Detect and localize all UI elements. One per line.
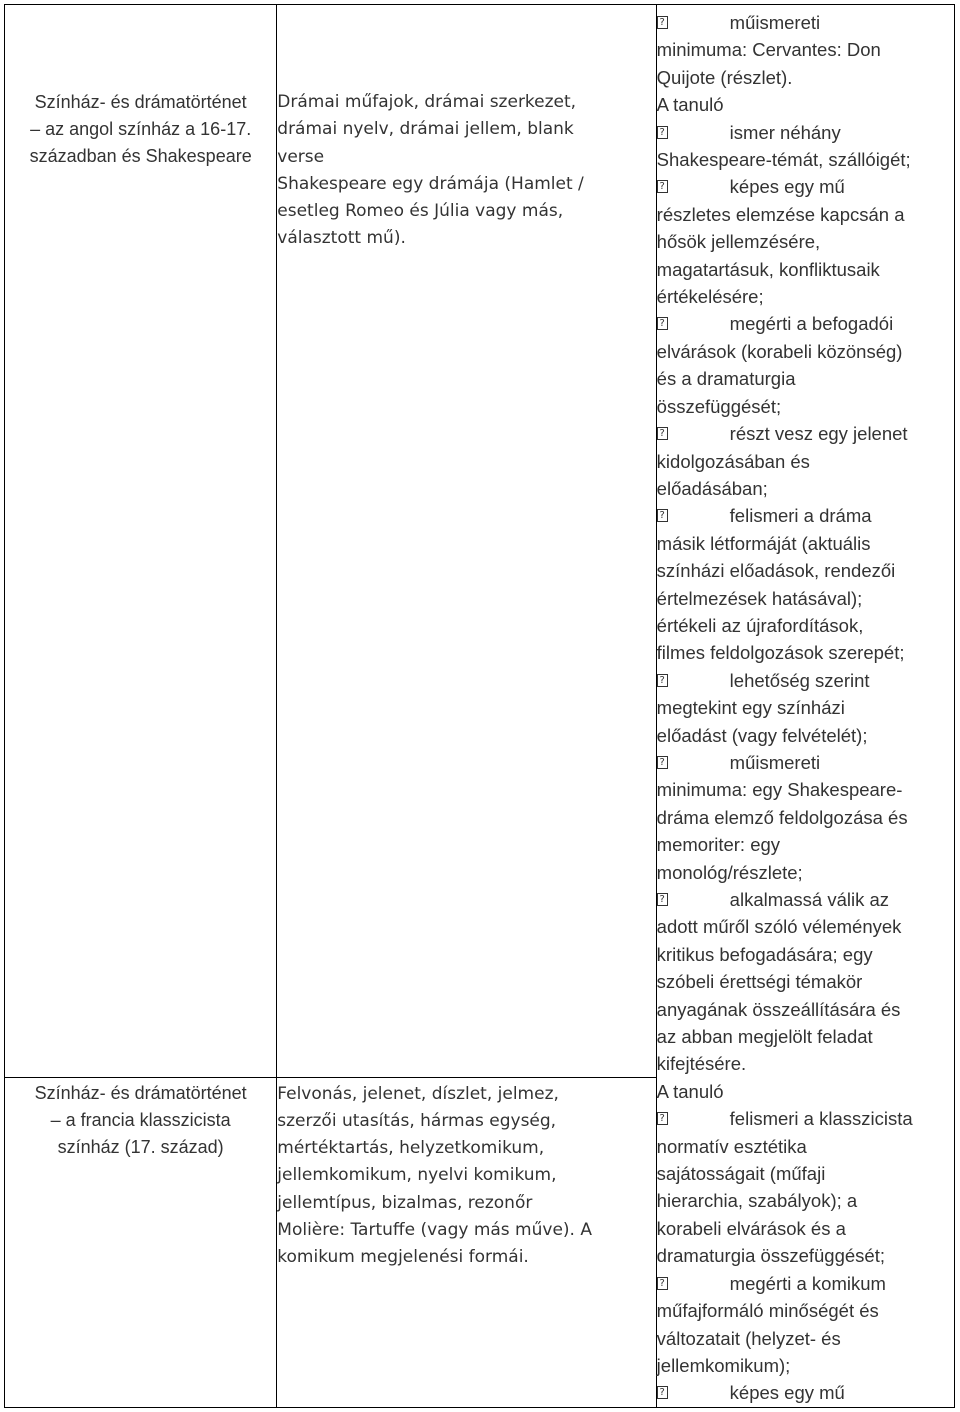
text-line: értékeli az újrafordítások,: [656, 614, 864, 636]
bullet-item: [657, 502, 954, 529]
text-line: az abban megjelölt feladat: [656, 1026, 873, 1048]
text-line: értelmezések hatásával);: [656, 587, 863, 609]
text-line: Színház- és drámatörténet: [34, 92, 247, 112]
bullet-item: [657, 1270, 954, 1297]
text-line: magatartásuk, konfliktusaik: [656, 258, 880, 280]
text-line: előadást (vagy felvételét);: [656, 724, 868, 746]
text-line: jellemkomikum, nyelvi komikum,: [277, 1165, 557, 1186]
text-line: Quijote (részlet).: [656, 66, 793, 88]
bullet-text: alkalmassá válik az: [729, 889, 890, 910]
concepts-text: [277, 89, 655, 253]
missing-glyph-icon: ?: [657, 1112, 668, 1125]
text-line: A tanuló: [656, 94, 724, 116]
missing-glyph-icon: ?: [657, 317, 668, 330]
text-line: – a francia klasszicista: [50, 1109, 231, 1130]
missing-glyph-icon: ?: [657, 1277, 668, 1290]
text-line: verse: [277, 146, 325, 167]
bullet-item: [657, 9, 954, 36]
text-line: esetleg Romeo és Júlia vagy más,: [277, 201, 564, 222]
bullet-item: [657, 420, 954, 447]
bullet-item: [657, 667, 954, 694]
text-line: – az angol színház a 16-17.: [30, 119, 252, 139]
text-line: memoriter: egy: [656, 834, 781, 856]
text-line: Shakespeare-témát, szállóigét;: [656, 149, 911, 171]
text-line: Molière: Tartuffe (vagy más műve). A: [277, 1220, 592, 1241]
text-line: változatait (helyzet- és: [656, 1327, 841, 1349]
bullet-item: [657, 173, 954, 200]
text-line: Színház- és drámatörténet: [34, 1082, 247, 1103]
text-line: műfajformáló minőségét és: [656, 1300, 879, 1322]
missing-glyph-icon: ?: [657, 16, 668, 29]
bullet-text: ismer néhány: [729, 121, 841, 143]
topic-cell: [5, 1077, 277, 1407]
missing-glyph-icon: ?: [657, 1386, 668, 1399]
bullet-text: megérti a komikum: [729, 1272, 886, 1294]
text-line: században és Shakespeare: [29, 146, 252, 166]
missing-glyph-icon: ?: [657, 427, 668, 440]
text-line: jellemkomikum);: [656, 1354, 791, 1376]
text-line: Felvonás, jelenet, díszlet, jelmez,: [277, 1083, 559, 1104]
concepts-cell: [277, 1077, 656, 1407]
text-line: kritikus befogadására; egy: [656, 943, 873, 965]
text-line: másik létformáját (aktuális: [656, 532, 871, 554]
text-line: megtekint egy színházi: [656, 697, 845, 719]
text-line: jellemtípus, bizalmas, rezonőr: [277, 1192, 533, 1213]
text-line: adott műről szóló vélemények: [656, 916, 902, 938]
bullet-item: [657, 749, 954, 776]
bullet-text: lehetőség szerint: [729, 669, 870, 691]
text-line: választott mű).: [277, 228, 406, 249]
text-line: szóbeli érettségi témakör: [656, 971, 863, 993]
table-row: [5, 5, 955, 1078]
text-line: kidolgozásában és: [656, 450, 810, 472]
bullet-item: [657, 886, 954, 913]
text-line: és a dramaturgia: [656, 368, 796, 390]
text-line: monológ/részlete;: [656, 861, 803, 883]
text-line: hősök jellemzésére,: [656, 231, 821, 253]
missing-glyph-icon: ?: [657, 674, 668, 687]
requirements-cell: [656, 5, 954, 1408]
bullet-text: felismeri a klasszicista: [729, 1108, 913, 1130]
missing-glyph-icon: ?: [657, 126, 668, 139]
text-line: kifejtésére.: [656, 1053, 747, 1075]
text-line: dráma elemző feldolgozása és: [656, 806, 908, 828]
text-line: korabeli elvárások és a: [656, 1217, 846, 1239]
text-line: mértéktartás, helyzetkomikum,: [277, 1138, 545, 1159]
text-line: filmes feldolgozások szerepét;: [656, 642, 905, 664]
text-line: komikum megjelenési formái.: [277, 1247, 529, 1268]
text-line: A tanuló: [656, 1080, 724, 1102]
text-line: normatív esztétika: [656, 1135, 807, 1157]
text-line: színház (17. század): [57, 1136, 224, 1157]
topic-text: [5, 89, 276, 170]
concepts-text: [277, 1081, 655, 1272]
text-line: színházi előadások, rendezői: [656, 560, 896, 582]
text-line: Drámai műfajok, drámai szerkezet,: [277, 92, 577, 112]
requirements-list: [657, 9, 954, 1407]
text-line: elvárások (korabeli közönség): [656, 340, 903, 362]
text-line: részletes elemzése kapcsán a: [656, 203, 905, 225]
bullet-item: [657, 1105, 954, 1132]
topic-cell: [5, 5, 277, 1078]
text-line: összefüggését;: [656, 395, 782, 417]
text-line: Shakespeare egy drámája (Hamlet /: [277, 173, 584, 194]
bullet-text: részt vesz egy jelenet: [729, 423, 908, 445]
missing-glyph-icon: ?: [657, 893, 668, 906]
bullet-text: megérti a befogadói: [729, 313, 894, 335]
bullet-item: [657, 1379, 954, 1406]
bullet-item: [657, 310, 954, 337]
text-line: minimuma: Cervantes: Don: [656, 39, 881, 61]
missing-glyph-icon: ?: [657, 756, 668, 769]
text-line: minimuma: egy Shakespeare-: [656, 779, 903, 801]
bullet-text: műismereti: [729, 751, 821, 773]
missing-glyph-icon: ?: [657, 180, 668, 193]
text-line: anyagának összeállítására és: [656, 998, 901, 1020]
curriculum-table: [4, 4, 955, 1408]
text-line: drámai nyelv, drámai jellem, blank: [277, 119, 574, 140]
text-line: szerzői utasítás, hármas egység,: [277, 1110, 557, 1131]
missing-glyph-icon: ?: [657, 509, 668, 522]
bullet-item: [657, 119, 954, 146]
topic-text: [5, 1080, 276, 1161]
bullet-text: képes egy mű: [729, 176, 845, 198]
bullet-text: felismeri a dráma: [729, 505, 872, 527]
text-line: hierarchia, szabályok); a: [656, 1190, 858, 1212]
text-line: előadásában;: [656, 477, 768, 499]
concepts-cell: [277, 5, 656, 1078]
bullet-text: képes egy mű: [729, 1382, 845, 1404]
text-line: sajátosságait (műfaji: [656, 1163, 826, 1185]
text-line: dramaturgia összefüggését;: [656, 1245, 885, 1267]
text-line: értékelésére;: [656, 286, 764, 308]
bullet-text: műismereti: [729, 12, 821, 33]
